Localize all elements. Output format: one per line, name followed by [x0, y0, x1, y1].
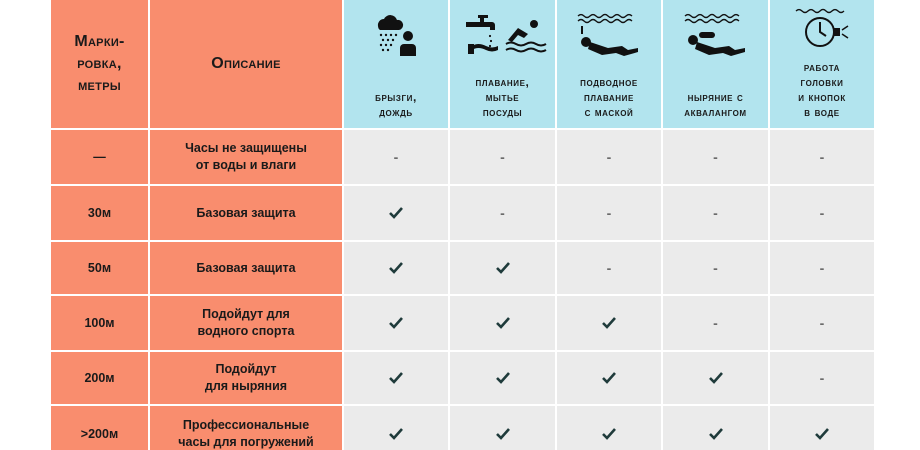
row-marking: 200м — [51, 352, 148, 404]
check-icon — [495, 371, 511, 385]
cell-swim — [450, 186, 555, 240]
dash-mark: - — [819, 149, 825, 165]
header-activity-label: брызги, дождь — [375, 90, 417, 119]
watch-crown-icon — [792, 6, 852, 50]
cell-scuba — [663, 406, 768, 450]
check-icon — [601, 371, 617, 385]
rain-person-icon — [372, 10, 420, 58]
row-marking: — — [51, 130, 148, 184]
tap-swimmer-icon — [458, 10, 548, 60]
cell-rain — [344, 296, 448, 350]
cell-swim — [450, 406, 555, 450]
dash-mark: - — [819, 205, 825, 221]
row-description: Базовая защита — [150, 242, 342, 294]
cell-rain — [344, 352, 448, 404]
cell-swim — [450, 130, 555, 184]
header-activity-label: работа головки и кнопок в воде — [798, 60, 846, 119]
row-description: Подойдут для водного спорта — [150, 296, 342, 350]
cell-snorkel — [557, 242, 661, 294]
cell-snorkel — [557, 130, 661, 184]
cell-crown — [770, 130, 874, 184]
cell-rain — [344, 242, 448, 294]
cell-crown — [770, 242, 874, 294]
dash-mark: - — [819, 370, 825, 386]
header-activity-label: ныряние с аквалангом — [684, 90, 747, 119]
cell-crown — [770, 406, 874, 450]
check-icon — [388, 427, 404, 441]
cell-crown — [770, 352, 874, 404]
cell-swim — [450, 352, 555, 404]
header-marking: Марки- ровка, метры — [51, 0, 148, 128]
cell-swim — [450, 242, 555, 294]
row-marking: >200м — [51, 406, 148, 450]
check-icon — [601, 316, 617, 330]
cell-scuba — [663, 296, 768, 350]
cell-scuba — [663, 130, 768, 184]
check-icon — [495, 261, 511, 275]
dash-mark: - — [500, 149, 505, 165]
check-icon — [708, 427, 724, 441]
row-description: Базовая защита — [150, 186, 342, 240]
cell-rain — [344, 406, 448, 450]
cell-crown — [770, 186, 874, 240]
cell-snorkel — [557, 296, 661, 350]
row-description: Профессиональные часы для погружений — [150, 406, 342, 450]
snorkel-icon — [574, 10, 644, 60]
row-description: Подойдут для ныряния — [150, 352, 342, 404]
check-icon — [388, 316, 404, 330]
cell-scuba — [663, 352, 768, 404]
check-icon — [388, 206, 404, 220]
water-resistance-table — [51, 0, 869, 450]
dash-mark: - — [606, 260, 612, 276]
check-icon — [388, 261, 404, 275]
row-marking: 100м — [51, 296, 148, 350]
scuba-diver-icon — [681, 10, 751, 60]
header-activity-scuba — [663, 0, 768, 128]
dash-mark: - — [819, 260, 825, 276]
check-icon — [388, 371, 404, 385]
cell-swim — [450, 296, 555, 350]
header-activity-label: плавание, мытье посуды — [475, 75, 530, 119]
cell-crown — [770, 296, 874, 350]
row-marking: 50м — [51, 242, 148, 294]
header-activity-label: подводное плавание с маской — [580, 75, 638, 119]
header-activity-crown — [770, 0, 874, 128]
check-icon — [495, 316, 511, 330]
check-icon — [814, 427, 830, 441]
dash-mark: - — [819, 315, 825, 331]
cell-rain — [344, 130, 448, 184]
check-icon — [495, 427, 511, 441]
dash-mark: - — [393, 149, 399, 165]
cell-snorkel — [557, 186, 661, 240]
header-description: Описание — [150, 0, 342, 128]
header-activity-rain — [344, 0, 448, 128]
cell-snorkel — [557, 352, 661, 404]
check-icon — [708, 371, 724, 385]
dash-mark: - — [713, 205, 718, 221]
dash-mark: - — [713, 149, 718, 165]
cell-rain — [344, 186, 448, 240]
cell-scuba — [663, 186, 768, 240]
dash-mark: - — [713, 260, 718, 276]
row-marking: 30м — [51, 186, 148, 240]
cell-scuba — [663, 242, 768, 294]
dash-mark: - — [713, 315, 718, 331]
dash-mark: - — [500, 205, 505, 221]
check-icon — [601, 427, 617, 441]
dash-mark: - — [606, 205, 612, 221]
header-activity-snorkel — [557, 0, 661, 128]
dash-mark: - — [606, 149, 612, 165]
row-description: Часы не защищены от воды и влаги — [150, 130, 342, 184]
cell-snorkel — [557, 406, 661, 450]
header-activity-swim — [450, 0, 555, 128]
